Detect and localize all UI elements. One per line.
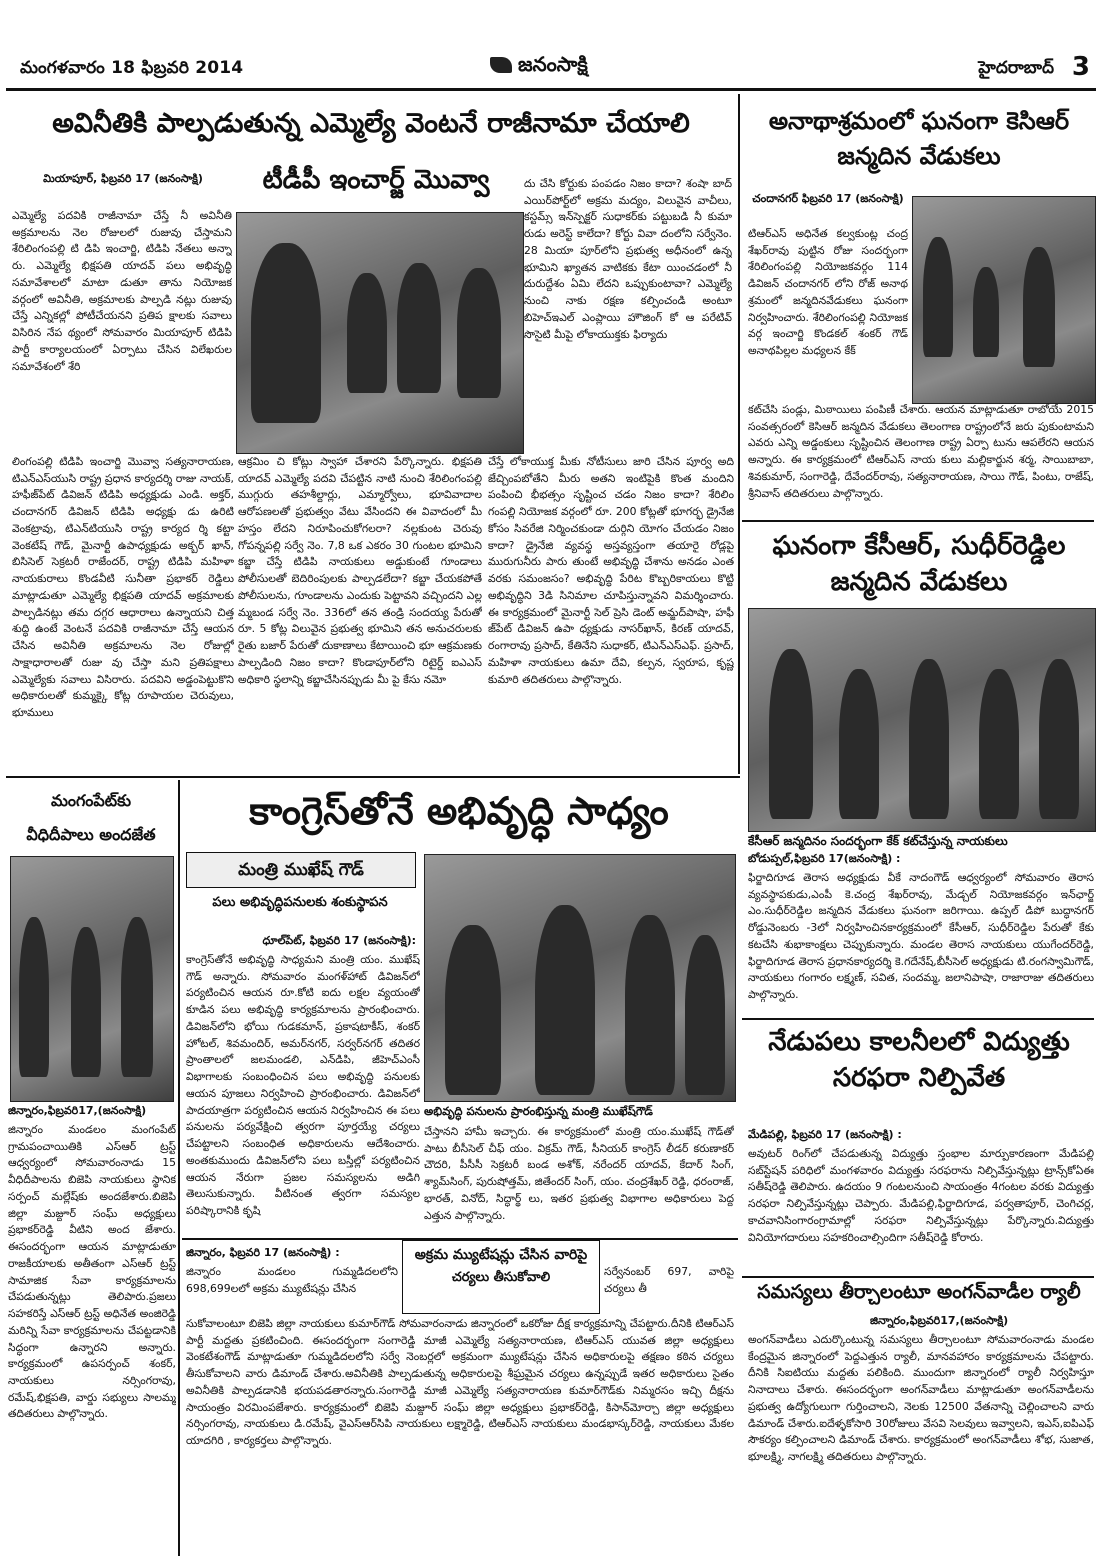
photo-figure — [251, 243, 321, 423]
story3-caption: కేసీఆర్ జన్మదినం సందర్భంగా కేక్ కట్‌చేస్తున్న నాయకులు — [748, 834, 1008, 848]
story7-text: కాంగ్రెస్‌తోనే అభివృద్ధి సాధ్యమని మంత్రి యం. ముఖేష్ గౌడ్ అన్నారు. సోమవారం మంగళ్‌హాట్ డివిజన్‌లో పర్యటించిన ఆయన రూ.కోటి ఐదు లక్షల వ్యయంతో కూడిన పలు అభివృద్ధి కార్యక్రమాలను ప్రారంభించారు. డివిజన్‌లోని భోయి గుడకమాన్, ప్రకాషటాకీస్, శంకర్ హోటల్, శివమందిర్, అమర్‌నగర్, సర్వర్‌నగర్ తదితర ప్రాంతాలలో జలమండలి, ఎన్‌డిపి, జీహెచ్‌ఎంసీ విభాగాలకు సంబంధించిన పలు అభివృద్ధి పనులకు ఆయన పూజలు నిర్వహించి ప్రారంభించారు. డివిజన్‌లో పాదయాత్రగా పర్యటించిన ఆయన నిర్వహించిన ఈ పలు పనులను పర్యవేక్షించి త్వరగా పూర్తయ్యే చర్యలు చేపట్టాలని సంబంధిత అధికారులను ఆదేశించారు. అంతకుముందు డివిజన్‌లోని పలు బస్తీల్లో పర్యటించిన ఆయన నేరుగా ప్రజల సమస్యలను అడిగి తెలుసుకున్నారు. వీటినంత త్వరగా సమస్యల పరిష్కారానికి కృషి — [186, 953, 420, 1218]
story1-col2-bottom: ఆక్రమిం చి కోట్లు స్వాహా చేశారని పేర్కొన్నారు. భిక్షపతి యాదవ్ ఎమ్మెల్యే పదవి చేపట్టిన నాటి నుంచి శేరిలింగంపల్లి ముగ్గురు తహశీల్దార్లు, ఎమ్మార్వోలు, భూవివాదాల ఆరోపణలతో ప్రభుత్వం వేటు వేసిందని ఈ వివాదంలో మీ హస్తం లేదని నిరూపించుకోగలరా? నల్లకుంట చెరువు గోపన్నపల్లి సర్వే నెం. 7,8 ఒక ఎకరం 30 గుంటల భూమిని కబ్జా చేస్తే టిడిపి నాయకులు అడ్డుకుంటే గూండాలు పోలీసులతో బెదిరింపులకు పాల్పడలేదా? కబ్జా చేయకపోతే పోలీసులను, గూండాలను ఎందుకు పెట్టావని వచ్చిందని ఎల్ల మ్మబండ సర్వే నెం. 336లో తన తండ్రి సందయ్య పేరుతో రూ. 5 కోట్ల విలువైన ప్రభుత్వ భూమిని తన అనుచరులకు రైతు బజార్ పేరుతో దుకాణాలు కేటాయించి భూ ఆక్రమణకు పాల్పడింది నిజం కాదా? కొండాపూర్‌లోని రిటైర్డ్ ఐఎఎస్ అధికారి స్థలాన్ని కబ్జాచేసినప్పుడు మీ పై కేసు నమో — [238, 455, 482, 686]
story8-headline-a: అక్రమ మ్యుటేషన్లు చేసిన వారిపై — [414, 1247, 588, 1263]
header-rule — [6, 88, 1096, 91]
column-divider-left — [178, 780, 180, 1556]
photo-figure — [909, 659, 949, 819]
story3-headline: ఘనంగా కేసీఆర్, సుధీర్‌రెడ్డిల జన్మదిన వేడుకలు — [772, 531, 1066, 598]
story8-byline: జిన్నారం, ఫిబ్రవరి 17 (జనంసాక్షి) : — [186, 1246, 340, 1259]
story6-photo — [10, 856, 174, 1102]
story7-kicker: మంత్రి ముఖేష్ గౌడ్ — [186, 852, 416, 888]
city-name: హైదరాబాద్ — [978, 58, 1054, 78]
story7-text2: చేస్తానని హామీ ఇచ్చారు. ఈ కార్యక్రమంలో మంత్రి యం.ముఖేష్ గౌడ్‌తో పాటు బీసీసెల్ చీఫ్ యం. విక్రమ్ గౌడ్, సీనియర్ కాంగ్రెస్ లీడర్ కరుణాకర్ చౌదరి, పీసీసీ సెక్రటరీ బండ అశోక్, నరేందర్ యాదవ్, కేదార్ సింగ్, శ్యామ్‌సింగ్, పురుషోత్తమ్, జితేందర్ సింగ్, యం. చంద్రశేఖర్ రెడ్డి, ధరంరాజ్, భారత్, వినోద్, సిద్ధార్థ్ లు, ఇతర ప్రభుత్వ విభాగాల అధికారులు పెద్ద ఎత్తున పాల్గొన్నారు. — [424, 1125, 734, 1222]
photo-figure — [973, 267, 999, 357]
story8-text: సుకోవాలంటూ బిజెపి జిల్లా నాయకులు కుమార్‌గౌడ్ సోమవారంనాడు జిన్నారంలో ఒకరోజు దీక్ష కార్యక్రమాన్ని చేపట్టారు.దీనికి టిఆర్‌ఎస్ పార్టీ మద్దతు ప్రకటించింది. ఈసందర్భంగా సంగారెడ్డి మాజీ ఎమ్మెల్యే సత్యనారాయణ, టిఆర్‌ఎస్ యువత జిల్లా అధ్యక్షులు వెంకటేశంగౌడ్ మాట్లాడుతూ గుమ్మడిదలలోని సర్వే నెంబర్లలో అక్రమంగా మ్యుటేషన్లు చేసిన అధికారులపై తక్షణం కఠిన చర్యలు తీసుకోవాలని వారు డిమాండ్ చేశారు.అవినీతికి పాల్పడుతున్న అధికారులపై శీఘ్రమైన చర్యలు ఉన్నప్పుడే ఇతర అధికారులు సైతం అవినీతికి పాల్పడడానికి భయపడతారన్నారు.సంగారెడ్డి మాజీ ఎమ్మెల్యే సత్యనారాయణ కుమార్‌గౌడ్‌కు నిమ్మరసం ఇచ్చి దీక్షను సాయంత్రం విరమింపజేశారు. కార్యక్రమంలో బిజెపి మజ్దూర్ సంఘ్ జిల్లా అధ్యక్షులు ప్రభాకర్‌రెడ్డి, కిసాన్‌మోర్చా జిల్లా అధ్యక్షులు నర్సింగరావు, నాయకులు డి.రమేష్, వైఎస్‌ఆర్‌సిపి నాయకులు లక్ష్మారెడ్డి, టిఆర్‌ఎస్ నాయకులు మండభాస్కర్‌రెడ్డి, నాయకులు మేకల యాదగిరి , కార్యకర్తలు పాల్గొన్నారు. — [186, 1317, 734, 1448]
story3-text: ఫిర్జాదిగూడ తెరాస అధ్యక్షుడు వీకే నాదంగౌడ్ ఆధ్వర్యంలో సోమవారం తెరాస వ్యవస్థాపకుడు,ఎంపీ కె.చంద్ర శేఖర్‌రావు, మేడ్చల్ నియోజకవర్గం ఇన్‌ఛార్జ్ ఎం.సుధీర్‌రెడ్డిల జన్మదిన వేడుకలు ఘనంగా జరిగాయి. ఉప్పల్ డిపో బుద్ధానగర్ రోడ్డునెంబరు -3లో నిర్వహించినకార్యక్రమంలో కేసీఆర్, సుధీర్‌రెడ్డిల పేరుతో కేకు కటచేసి శుభాకాంక్షలు చెప్పుకున్నారు. మండల తెరాస నాయకులు యుగేందర్‌రెడ్డి, ఫిర్జాదిగూడ తెరాస ప్రధానకార్యదర్శి కె.గదేనేష్,బీసీసెల్ అధ్యక్షుడు టి.రంగస్వామిగౌడ్, నాయకులు గంగారం లక్ష్మణ్, సవిత, సందమ్మ, జలానిపాషా, రాజారాజు తదితరులు పాల్గొన్నారు. — [748, 871, 1094, 1002]
photo-figure — [685, 935, 725, 1095]
photo-figure — [71, 927, 101, 1077]
story3-byline: బోడుప్పల్,ఫిబ్రవరి 17(జనంసాక్షి) : — [748, 852, 901, 865]
photo-figure — [347, 273, 387, 393]
photo-figure — [457, 268, 501, 398]
story7-byline: ధూల్‌పేట్, ఫిబ్రవరి 17 (జనంసాక్షి): — [262, 934, 416, 947]
photo-figure — [769, 649, 813, 819]
photo-figure — [839, 669, 879, 819]
column-divider-right — [738, 94, 740, 774]
story1-subhead: టీడీపీ ఇంచార్జ్ మొవ్వా — [262, 165, 490, 195]
story7-photo — [424, 854, 736, 1102]
story8-headline-b: చర్యలు తీసుకోవాలి — [451, 1270, 551, 1286]
story2-full-text: కట్‌చేసి పండ్లు, మిఠాయిలు పంపిణీ చేశారు. ఆయన మాట్లాడుతూ రాబోయే 2015 సంవత్సరంలో కెసిఆర్ జన్మదిన వేడుకలు తెలంగాణ రాష్ట్రంలోనే జరు పుకుంటామని ఎవరు ఎన్ని అడ్డంకులు సృష్టించిన తెలంగాణ రాష్ట్ర ఏర్పా టును ఆపలేరని ఆయన అన్నారు. ఈ కార్యక్రమంలో టిఆర్‌ఎస్ నాయ కులు మల్లికార్జున శర్మ, సాయిబాబా, శివకుమార్, సంగారెడ్డి, దేవేందర్‌రావు, సత్యనారాయణ, సాయి గౌడ్, పింటు, రాజేష్, శ్రీనివాస్ తదితరులు పాల్గొన్నారు. — [748, 403, 1094, 500]
story4-headline: నేడుపలు కాలనీలలో విద్యుత్తు సరఫరా నిల్పివేత — [768, 1027, 1070, 1094]
story1-col3-top: దు చేసి కోర్టుకు పంపడం నిజం కాదా? శంషా బాద్ ఎయిర్‌పోర్ట్‌లో అక్రమ మద్యం, విలువైన వాచీలు, కస్టమ్స్ ఇన్‌స్పెక్టర్ సుధాకర్‌కు పట్టుబడి నీ కుమా రుడు అరెస్ట్ కాలేదా? కోర్టు వివా దంలోని సర్వేనెం. 28 మియా పూర్‌లోని ప్రభుత్వ అధీనంలో ఉన్న భూమిని ఖ్యాతన వాటికకు కేటా యించడంలో నీ దురుద్దేశం ఏమి లేదని ఒప్పుకుంటావా? ఎమ్మెల్యే నుంచి నాకు రక్షణ కల్పించండి అంటూ బిహెచ్‌ఇఎల్ ఎంప్లాయి హౌజింగ్ కో ఆ పరేటివ్ సొసైటి మీపై లోకాయుక్తకు ఫిర్యాదు — [524, 177, 732, 341]
story2-headline: అనాథాశ్రమంలో ఘనంగా కెసిఆర్ జన్మదిన వేడుకలు — [768, 107, 1070, 170]
story8-col-right: సర్వేనంబర్ 697, వారిపై చర్యలు తీ — [604, 1265, 734, 1295]
story8-col-left: జిన్నారం మండలం గుమ్మడిదలలోని 698,699లలో అక్రమ మ్యుటేషన్లు చేసిన — [186, 1265, 398, 1295]
story1-photo — [236, 212, 524, 454]
photo-figure — [1039, 659, 1079, 819]
story6-headline-b: వీధిదీపాలు అందజేత — [26, 825, 156, 844]
story5-headline: సమస్యలు తీర్చాలంటూ అంగన్‌వాడీల ర్యాలీ — [757, 1281, 1081, 1303]
photo-figure — [1023, 247, 1055, 367]
story8-headline-box — [402, 1240, 600, 1314]
story7-headline: కాంగ్రెస్‌తోనే అభివృద్ధి సాధ్యం — [249, 789, 669, 833]
photo-figure — [625, 915, 675, 1095]
story1-rule — [6, 776, 740, 778]
story7-caption: అభివృద్ధి పనులను ప్రారంభిస్తున్న మంత్రి ముఖేష్‌గౌడ్ — [424, 1104, 653, 1118]
photo-figure — [535, 905, 595, 1095]
photo-figure — [923, 237, 953, 357]
page-number: 3 — [1071, 52, 1090, 82]
story1-headline: అవినీతికి పాల్పడుతున్న ఎమ్మెల్యే వెంటనే రాజీనామా చేయాలి — [52, 108, 690, 139]
photo-figure — [19, 917, 49, 1077]
story1-col1-top: ఎమ్మెల్యే పదవికి రాజీనామా చేస్తే నీ అవినీతి అక్రమాలను నెల రోజులలో రుజువు చేస్తామని శేరిలింగంపల్లి టి డిపి ఇంచార్జి, టిడిపి నేతలు అన్నా రు. ఎమ్మెల్యే భిక్షపతి యాదవ్ పలు అభివృద్ధి సమావేశాలలో మాటా డుతూ తాను నియోజక వర్గంలో అవినీతి, అక్రమాలకు పాల్పడి నట్లు రుజువు చేస్తే ఎన్నికల్లో పోటీచేయనని ప్రతిప క్షాలకు సవాలు విసిరిన నేప థ్యంలో సోమవారం మియాపూర్ టిడిపి పార్టీ కార్యాలయంలో ఏర్పాటు చేసిన విలేఖరుల సమావేశంలో శేరి — [12, 209, 232, 373]
story5-byline: జిన్నారం,ఫిబ్రవరి17,(జనంసాక్షి) — [870, 1314, 1009, 1327]
story2-photo — [912, 196, 1096, 404]
story6-byline: జిన్నారం,ఫిబ్రవరి17,(జనంసాక్షి) — [8, 1104, 147, 1117]
story1-col1-bottom: లింగంపల్లి టిడిపి ఇంచార్జి మొవ్వా సత్యనారాయణ, టిఎన్‌ఎస్‌యుసి రాష్ట్ర ప్రధాన కార్యదర్శి రాజు నాయక్, హఫీజ్‌పేట్ డివిజన్ టిడిపి అధ్యక్షుడు ఎండి. అక్తర్, చందానగర్ డివిజన్ టిడిపి అధ్యక్షు డు ఉరిటి వెంకట్రావు, టిఎన్‌టియుసి రాష్ట్ర కార్యద ర్శి కట్టా వెంకటేష్ గౌడ్, మైనార్టీ ఉపాధ్యక్షుడు అక్బర్ ఖాన్, బిసిసెల్ సెక్రటరీ రాజేందర్, రాష్ట్ర టిడిపి మహిళా నాయకురాలు కొండవీటి సునీతా ప్రభాకర్ రెడ్డిలు మాట్లాడుతూ ఎమ్మెల్యే భిక్షపతి యాదవ్ అక్రమాలకు పాల్పడినట్లు తమ దగ్గర ఆధారాలు ఉన్నాయని చిత్త శుద్ధి ఉంటే వెంటనే పదవికి రాజీనామా చేస్తే ఆయన చేసిన అవినీతి అక్రమాలను నెల రోజుల్లో సాక్షాధారాలతో రుజు వు చేస్తా మని ప్రతిపక్షాలు ఎమ్మెల్యేకు సవాలు విసిరారు. పదవిని అడ్డంపెట్టుకొని అధికారులతో కుమ్మక్కై కోట్ల రూపాయల చెరువులు, భూములు — [12, 455, 234, 720]
photo-figure — [445, 925, 501, 1095]
photo-figure — [121, 917, 153, 1077]
story5-text: అంగన్‌వాడీలు ఎదుర్కొంటున్న సమస్యలు తీర్చాలంటూ సోమవారంనాడు మండల కేంద్రమైన జిన్నారంలో పెద్దఎత్తున ర్యాలీ, మానవహారం కార్యక్రమాలను చేపట్టారు. దీనికి సిఐటియు మద్దతు పలికింది. ముందుగా జిన్నారంలో ర్యాలీ నిర్వహిస్తూ నినాదాలు చేశారు. ఈసందర్భంగా అంగన్‌వాడీలు మాట్లాడుతూ అంగన్‌వాడీలను ప్రభుత్వ ఉద్యోగులుగా గుర్తించాలని, నెలకు 12500 వేతనాన్ని చెల్లించాలని వారు డిమాండ్ చేశారు.ఐదేళ్ళకోసారి 30రోజులు వేసవి సెలవులు ఇవ్వాలని, ఇఎస్,ఐపిఎఫ్ సౌకర్యం కల్పించాలని డిమాండ్ చేశారు. కార్యక్రమంలో అంగన్‌వాడీలు శోభ, సుజాత, భూలక్ష్మి, నాగలక్ష్మి తదితరులు పాల్గొన్నారు. — [748, 1333, 1094, 1464]
story2-rule — [742, 520, 1094, 522]
story4-rule — [742, 1276, 1094, 1278]
story1-col3-bottom: చేస్తే లోకాయుక్త మీకు నోటీసులు జారి చేసిన పూర్వ అది జేచ్చింపబోతేని మీరు అతని ఇంటిపైకి కొంత మందిని పంపించి భీభత్సం సృష్టించ చడం నిజం కాదా? శేరిలిం గంపల్లి నియోజక వర్గంలో రూ. 200 కోట్లతో భూగర్భ డ్రైనేజి కోసం సివరేజి నిర్మించకుండా దుర్గిని యోగం చేయడం నిజం కాదా? డ్రైనేజి వ్యవస్థ అస్తవ్యస్తంగా తయారై రోడ్లపై మురుగునీరు పారు తుంటే అభివృద్ధి చేశాను అనడం ఎంత వరకు సమంజసం? అభివృద్ధి పేరిట కొబ్బరికాయలు కొట్టి అభివృద్ధిని 3డి సినిమాల చూపిస్తున్నావని విమర్శించారు. ఈ కార్యక్రమంలో మైనార్టీ సెల్ ప్రెసి డెంట్ అమ్జద్‌పాషా, హఫీ జ్‌పేట్ డివిజన్ ఉపా ధ్యక్షుడు నాసర్‌ఖాన్, కిరణ్ యాదవ్, రంగారావు ప్రసాద్, కేతినేని సుధాకర్, టిఎన్‌ఎస్‌ఎఫ్. ప్రసాద్, మహిళా నాయకులు ఉమా దేవి, కల్పన, స్వరూప, కృష్ణ కుమారి తదితరులు పాల్గొన్నారు. — [488, 455, 734, 686]
story2-col-text: టిఆర్‌ఎస్ అధినేత కల్వకుంట్ల చంద్ర శేఖర్‌రావు పుట్టిన రోజు సందర్భంగా శేరిలింగంపల్లి నియోజకవర్గం 114 డివిజన్ చందానగర్ లోని రోజ్ అనాథ శ్రమంలో జన్మదినవేడుకలు ఘనంగా నిర్వహించారు. శేరిలింగంపల్లి నియోజక వర్గ ఇంచార్జి కొండకల్ శంకర్ గౌడ్ అనాథపిల్లల మధ్యలన కేక్ — [748, 227, 908, 358]
story3-rule — [742, 1018, 1094, 1020]
story1-byline: మియాపూర్, ఫిబ్రవరి 17 (జనంసాక్షి) — [43, 172, 203, 185]
logo-mark-icon — [490, 57, 512, 73]
date-line: మంగళవారం 18 ఫిబ్రవరి 2014 — [20, 58, 244, 78]
photo-figure — [979, 669, 1019, 819]
story6-text: జిన్నారం మండలం మంగంపేట్ గ్రామపంచాయితికి ఎస్‌ఆర్ ట్రస్ట్ ఆధ్వర్యంలో సోమవారంనాడు 15 వీధిదీపాలను బిజెపి నాయకులు స్థానిక సర్పంచ్ మల్లేష్‌కు అందజేశారు.బిజెపి జిల్లా మజ్దూర్ సంఘ్ అధ్యక్షులు ప్రభాకర్‌రెడ్డి వీటిని అంద జేశారు. ఈసందర్భంగా ఆయన మాట్లాడుతూ రాజకీయాలకు అతీతంగా ఎస్‌ఆర్ ట్రస్ట్ సామాజిక సేవా కార్యక్రమాలను చేపడుతున్నట్లు తెలిపారు.ప్రజలు సహకరిస్తే ఎస్‌ఆర్ ట్రస్ట్ అధినేత అంజిరెడ్డి మరిన్ని సేవా కార్యక్రమాలను చేపట్టడానికి సిద్ధంగా ఉన్నారని అన్నారు. కార్యక్రమంలో ఉపసర్పంచ్ శంకర్, నాయకులు నర్సింగరావు, రమేష్,భిక్షపతి, వార్డు సభ్యులు సాలమ్మ తదితరులు పాల్గొన్నారు. — [8, 1123, 176, 1421]
story3-photo — [748, 608, 1096, 832]
story4-byline: మేడిపల్లి, ఫిబ్రవరి 17 (జనంసాక్షి) : — [748, 1128, 902, 1141]
story2-byline: చందానగర్ ఫిబ్రవరి 17 (జనంసాక్షి) — [752, 192, 904, 205]
photo-figure — [397, 263, 441, 393]
story7-subhead: పలు అభివృద్ధిపనులకు శంకుస్థాపన — [212, 895, 388, 910]
logo-text: జనంసాక్షి — [518, 52, 588, 76]
story4-text: అవుటర్ రింగ్‌లో చేపడుతున్న విద్యుత్తు స్తంభాల మార్పుకారణంగా మేడిపల్లి సబ్‌స్టేషన్ పరిధిలో మంగళవారం విద్యుత్తు సరఫరాను నిల్పివేస్తున్నట్లు ట్రాన్స్‌కోఏఈ సతీష్‌రెడ్డి తెలిపారు. ఉదయం 9 గంటలనుంచి సాయంత్రం 4గంటల వరకు విద్యుత్తు సరఫరా నిల్పివేస్తున్నట్లు చెప్పారు. మేడిపల్లి,ఫిర్జాదిగూడ, పర్వతాపూర్, చెంగిచర్ల, కాచవానిసింగారంగ్రామాల్లో సరఫరా నిల్పివేస్తున్నట్లు పేర్కొన్నారు.విద్యుత్తు వినియోగదారులు సహకరించాల్సిందిగా సతీష్‌రెడ్డి కోరారు. — [748, 1147, 1094, 1244]
story6-headline-a: మంగంపేట్‌కు — [50, 791, 132, 810]
newspaper-logo — [490, 52, 588, 81]
